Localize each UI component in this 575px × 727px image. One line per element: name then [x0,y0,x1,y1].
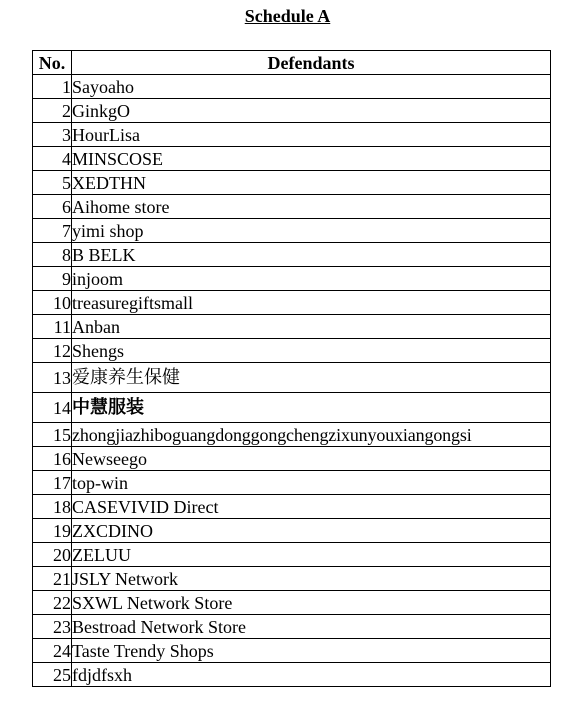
row-number: 24 [33,639,72,663]
column-header-defendants: Defendants [72,51,551,75]
table-row [33,363,551,393]
defendant-name: Bestroad Network Store [72,615,551,639]
defendant-name: fdjdfsxh [72,663,551,687]
defendant-name: Shengs [72,339,551,363]
defendant-name: 中慧服装 [72,393,551,423]
table-row [33,663,551,687]
row-number: 9 [33,267,72,291]
defendant-name: 爱康养生保健 [72,363,551,393]
table-row [33,291,551,315]
defendant-name: Sayoaho [72,75,551,99]
row-number: 3 [33,123,72,147]
defendant-name: ZELUU [72,543,551,567]
row-number: 6 [33,195,72,219]
defendant-name: zhongjiazhiboguangdonggongchengzixunyouxiangongsi [72,423,551,447]
row-number: 14 [33,393,72,423]
defendant-name: GinkgO [72,99,551,123]
table-row [33,447,551,471]
defendant-name: Anban [72,315,551,339]
table-row [33,195,551,219]
table-row [33,123,551,147]
table-row [33,147,551,171]
row-number: 23 [33,615,72,639]
defendant-name: XEDTHN [72,171,551,195]
table-row [33,243,551,267]
table-row [33,615,551,639]
table-row [33,171,551,195]
row-number: 10 [33,291,72,315]
defendant-name: injoom [72,267,551,291]
table-row [33,267,551,291]
defendant-name: SXWL Network Store [72,591,551,615]
row-number: 11 [33,315,72,339]
row-number: 13 [33,363,72,393]
page-title: Schedule A [244,6,331,26]
defendant-name: JSLY Network [72,567,551,591]
table-row [33,591,551,615]
row-number: 7 [33,219,72,243]
table-row [33,567,551,591]
table-row [33,315,551,339]
row-number: 19 [33,519,72,543]
row-number: 25 [33,663,72,687]
row-number: 21 [33,567,72,591]
defendant-name: MINSCOSE [72,147,551,171]
table-row [33,339,551,363]
defendant-name: Newseego [72,447,551,471]
row-number: 5 [33,171,72,195]
defendant-name: yimi shop [72,219,551,243]
table-row [33,543,551,567]
table-row [33,99,551,123]
table-row [33,639,551,663]
table-row [33,393,551,423]
defendant-name: ZXCDINO [72,519,551,543]
defendant-name: Aihome store [72,195,551,219]
defendant-name: CASEVIVID Direct [72,495,551,519]
table-row [33,471,551,495]
row-number: 15 [33,423,72,447]
row-number: 2 [33,99,72,123]
row-number: 22 [33,591,72,615]
defendants-table [32,50,551,687]
row-number: 16 [33,447,72,471]
defendant-name: Taste Trendy Shops [72,639,551,663]
row-number: 4 [33,147,72,171]
row-number: 12 [33,339,72,363]
row-number: 8 [33,243,72,267]
table-row [33,519,551,543]
defendant-name: treasuregiftsmall [72,291,551,315]
table-row [33,219,551,243]
defendant-name: B BELK [72,243,551,267]
table-row [33,495,551,519]
row-number: 20 [33,543,72,567]
row-number: 17 [33,471,72,495]
table-row [33,423,551,447]
table-header-row [33,51,551,75]
row-number: 18 [33,495,72,519]
defendant-name: HourLisa [72,123,551,147]
table-row [33,75,551,99]
row-number: 1 [33,75,72,99]
column-header-no: No. [33,51,72,75]
defendant-name: top-win [72,471,551,495]
